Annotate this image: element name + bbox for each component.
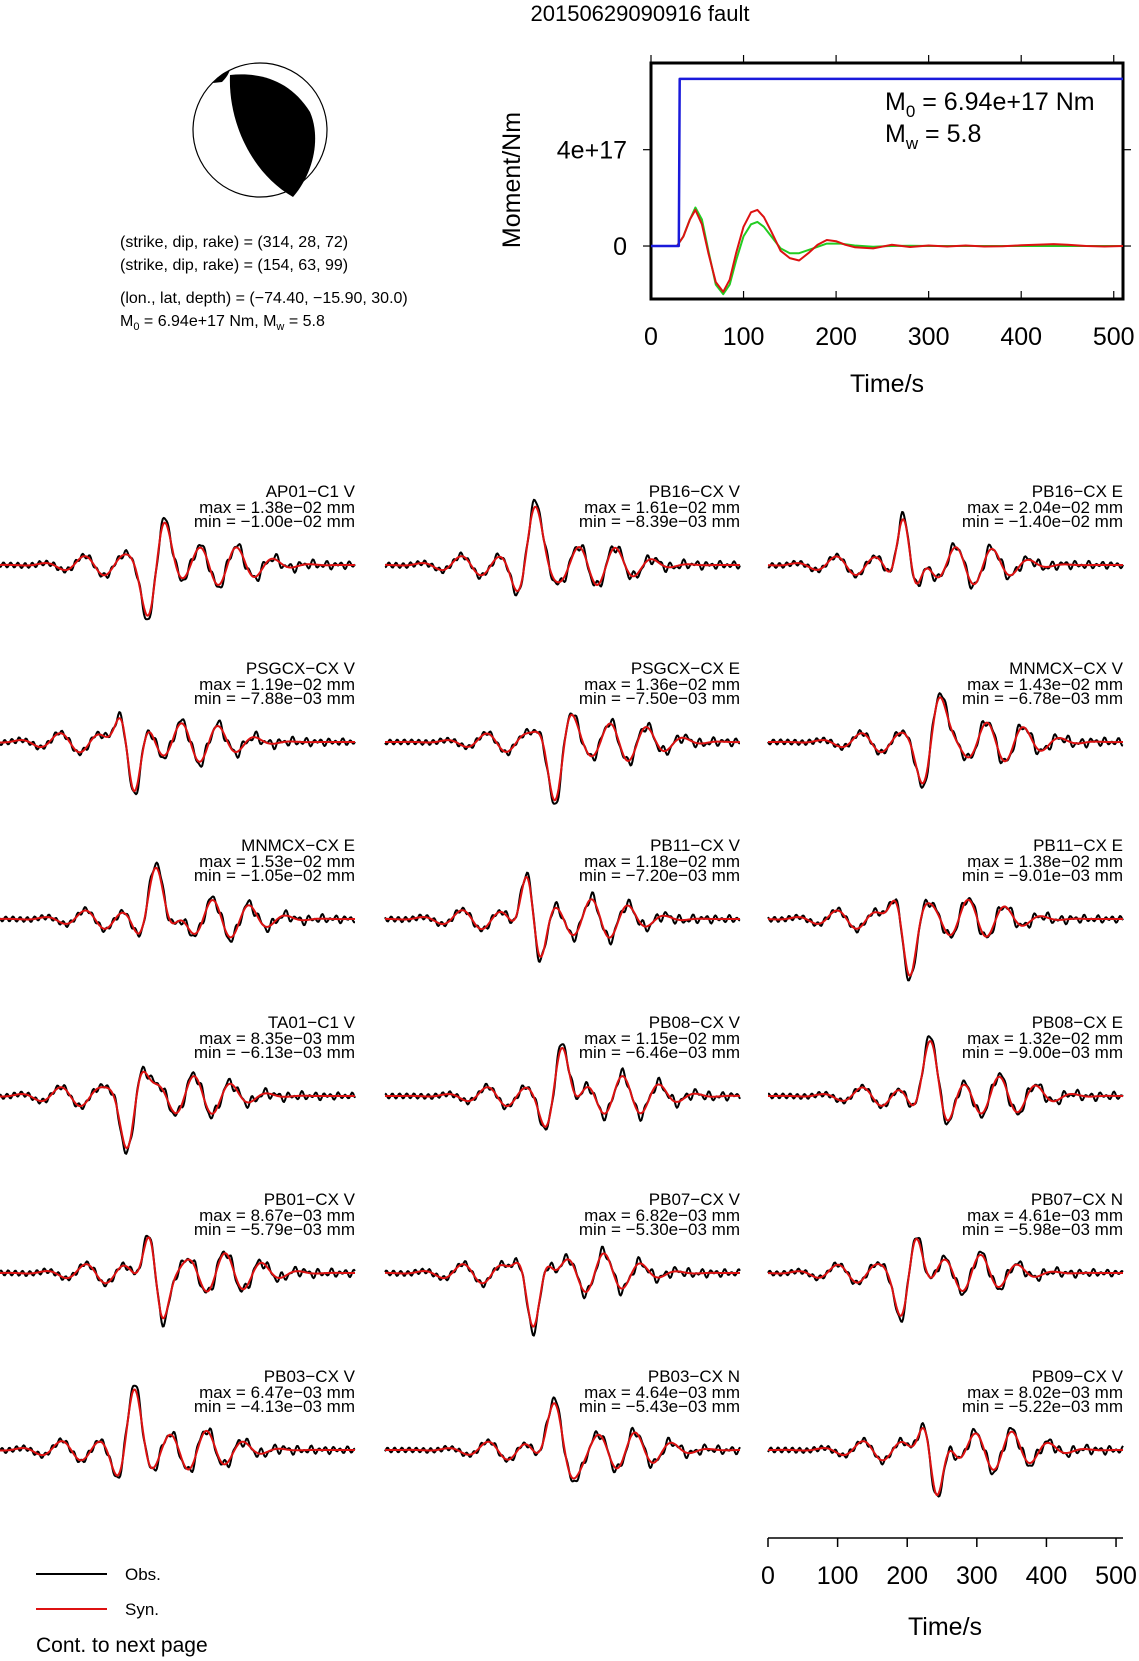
moment-x-tick-label: 500 — [1092, 323, 1135, 351]
min-amplitude-label: min = −5.79e−03 mm — [193, 1220, 355, 1239]
station-label: PB16−CX V — [648, 482, 740, 501]
seismogram-panel — [385, 1190, 741, 1336]
moment-x-tick-label: 400 — [1000, 323, 1043, 351]
synthetic-trace — [385, 1253, 740, 1326]
moment-x-axis-label: Time/s — [849, 370, 925, 398]
max-amplitude-label: max = 8.35e−03 mm — [199, 1029, 355, 1048]
synthetic-trace — [768, 900, 1123, 976]
moment-y-axis-label: Moment/Nm — [498, 111, 526, 249]
observed-trace — [0, 1067, 355, 1154]
min-amplitude-label: min = −1.05e−02 mm — [193, 866, 355, 885]
max-amplitude-label: max = 6.47e−03 mm — [199, 1383, 355, 1402]
max-amplitude-label: max = 1.32e−02 mm — [967, 1029, 1123, 1048]
min-amplitude-label: min = −9.00e−03 mm — [961, 1043, 1123, 1062]
time-axis-tick-label: 100 — [816, 1562, 859, 1590]
location-text: (lon., lat, depth) = (−74.40, −15.90, 30.0) — [120, 290, 408, 307]
waveform-time-axis — [761, 1538, 1137, 1641]
continuation-note: Cont. to next page — [36, 1634, 208, 1657]
observed-trace — [385, 1247, 740, 1336]
seismogram-panel — [0, 836, 355, 942]
min-amplitude-label: min = −7.88e−03 mm — [193, 689, 355, 708]
min-amplitude-label: min = −7.20e−03 mm — [578, 866, 740, 885]
plane2-text: (strike, dip, rake) = (154, 63, 99) — [120, 257, 349, 274]
observed-trace — [0, 712, 355, 794]
legend — [36, 1565, 161, 1619]
min-amplitude-label: min = −5.22e−03 mm — [961, 1397, 1123, 1416]
legend-obs-label: Obs. — [125, 1565, 161, 1584]
station-label: PB16−CX E — [1031, 482, 1123, 501]
seismogram-grid — [0, 482, 1124, 1497]
time-axis-tick-label: 0 — [761, 1562, 775, 1590]
station-label: PB07−CX N — [1030, 1190, 1123, 1209]
min-amplitude-label: min = −7.50e−03 mm — [578, 689, 740, 708]
seismogram-panel — [0, 1013, 356, 1154]
seismogram-panel — [0, 482, 356, 619]
station-label: TA01−C1 V — [267, 1013, 355, 1032]
max-amplitude-label: max = 2.04e−02 mm — [967, 498, 1123, 517]
moment-x-tick-label: 0 — [644, 323, 658, 351]
moment-x-tick-label: 200 — [815, 323, 857, 351]
station-label: PB03−CX V — [263, 1367, 355, 1386]
seismogram-panel — [385, 1013, 741, 1130]
min-amplitude-label: min = −5.43e−03 mm — [578, 1397, 740, 1416]
moment-y-tick-label: 4e+17 — [556, 136, 627, 165]
seismogram-panel — [385, 659, 740, 804]
max-amplitude-label: max = 1.61e−02 mm — [584, 498, 740, 517]
max-amplitude-label: max = 1.43e−02 mm — [967, 675, 1123, 694]
time-axis-tick-label: 500 — [1095, 1562, 1137, 1590]
max-amplitude-label: max = 1.19e−02 mm — [199, 675, 355, 694]
max-amplitude-label: max = 1.15e−02 mm — [584, 1029, 740, 1048]
time-axis-tick-label: 400 — [1025, 1562, 1068, 1590]
min-amplitude-label: min = −6.78e−03 mm — [961, 689, 1123, 708]
moment-y-ticks — [557, 137, 1131, 261]
max-amplitude-label: max = 1.36e−02 mm — [584, 675, 740, 694]
moment-summary-text: $M_0 = 6.94e+17$ Nm, $M_w = 5.8$ — [120, 313, 325, 333]
synthetic-trace — [768, 1239, 1123, 1316]
moment-m0-annotation: $M_0 = 6.94e+17$ Nm — [885, 88, 1095, 121]
min-amplitude-label: min = −8.39e−03 mm — [578, 512, 740, 531]
seismogram-panel — [0, 659, 356, 794]
min-amplitude-label: min = −5.30e−03 mm — [578, 1220, 740, 1239]
time-axis-tick-label: 200 — [886, 1562, 929, 1590]
station-label: PB07−CX V — [648, 1190, 740, 1209]
seismogram-panel — [768, 1190, 1123, 1322]
figure-title: 20150629090916 fault — [530, 1, 750, 26]
max-amplitude-label: max = 1.38e−02 mm — [199, 498, 355, 517]
max-amplitude-label: max = 8.67e−03 mm — [199, 1206, 355, 1225]
station-label: PB11−CX E — [1033, 836, 1123, 855]
station-label: PB01−CX V — [263, 1190, 355, 1209]
synthetic-trace — [385, 877, 740, 957]
seismogram-panel — [768, 1367, 1124, 1497]
station-label: MNMCX−CX V — [1009, 659, 1123, 678]
station-label: PB03−CX N — [647, 1367, 740, 1386]
legend-syn-label: Syn. — [125, 1600, 160, 1619]
seismogram-panel — [385, 1367, 740, 1481]
seismogram-panel — [0, 1190, 356, 1327]
moment-x-tick-label: 300 — [907, 323, 950, 351]
moment-x-tick-label: 100 — [722, 323, 765, 351]
min-amplitude-label: min = −6.46e−03 mm — [578, 1043, 740, 1062]
max-amplitude-label: max = 4.61e−03 mm — [967, 1206, 1123, 1225]
synthetic-trace — [768, 1428, 1123, 1495]
moment-series-rate_ref — [651, 208, 1123, 295]
station-label: PB11−CX V — [650, 836, 740, 855]
moment-y-tick-label: 0 — [613, 233, 627, 262]
max-amplitude-label: max = 1.53e−02 mm — [199, 852, 355, 871]
seismogram-panel — [385, 482, 741, 595]
station-label: MNMCX−CX E — [241, 836, 355, 855]
max-amplitude-label: max = 4.64e−03 mm — [584, 1383, 740, 1402]
synthetic-trace — [0, 718, 355, 791]
observed-trace — [0, 1236, 355, 1327]
max-amplitude-label: max = 1.38e−02 mm — [967, 852, 1123, 871]
observed-trace — [768, 1238, 1123, 1322]
station-label: PSGCX−CX E — [630, 659, 740, 678]
min-amplitude-label: min = −4.13e−03 mm — [193, 1397, 355, 1416]
station-label: PB08−CX E — [1031, 1013, 1123, 1032]
max-amplitude-label: max = 1.18e−02 mm — [584, 852, 740, 871]
synthetic-trace — [385, 715, 740, 801]
plane1-text: (strike, dip, rake) = (314, 28, 72) — [120, 234, 349, 251]
max-amplitude-label: max = 8.02e−03 mm — [967, 1383, 1123, 1402]
moment-mw-annotation: $M_w = 5.8$ — [885, 120, 982, 153]
min-amplitude-label: min = −5.98e−03 mm — [961, 1220, 1123, 1239]
moment-series-rate_syn — [651, 210, 1123, 292]
min-amplitude-label: min = −1.40e−02 mm — [961, 512, 1123, 531]
observed-trace — [768, 898, 1123, 980]
min-amplitude-label: min = −9.01e−03 mm — [961, 866, 1123, 885]
station-label: PSGCX−CX V — [245, 659, 355, 678]
min-amplitude-label: min = −1.00e−02 mm — [193, 512, 355, 531]
seismogram-panel — [0, 1367, 356, 1478]
time-axis-label: Time/s — [907, 1613, 983, 1641]
seismogram-panel — [768, 1013, 1123, 1124]
station-label: AP01−C1 V — [265, 482, 355, 501]
min-amplitude-label: min = −6.13e−03 mm — [193, 1043, 355, 1062]
beachball-icon — [193, 63, 327, 197]
synthetic-trace — [0, 523, 355, 616]
station-label: PB09−CX V — [1031, 1367, 1123, 1386]
seismogram-panel — [768, 482, 1123, 589]
time-axis-tick-label: 300 — [955, 1562, 998, 1590]
seismogram-panel — [768, 836, 1123, 980]
station-label: PB08−CX V — [648, 1013, 740, 1032]
seismogram-panel — [385, 836, 741, 962]
max-amplitude-label: max = 6.82e−03 mm — [584, 1206, 740, 1225]
moment-function-plot — [498, 55, 1135, 398]
seismogram-panel — [768, 659, 1124, 788]
